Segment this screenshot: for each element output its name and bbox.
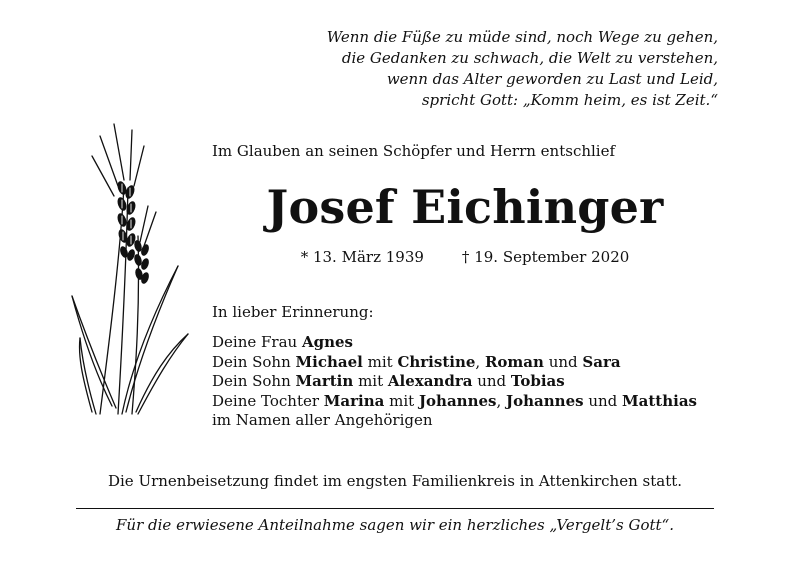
family-member-name: Agnes <box>301 333 353 351</box>
family-member-name: Johannes <box>506 391 584 410</box>
relation-text: Deine Tochter <box>212 391 324 410</box>
memory-label: In lieber Erinnerung: <box>212 303 374 321</box>
family-list <box>212 333 697 431</box>
family-member-name: Matthias <box>622 391 697 410</box>
connector-text: mit <box>384 391 419 410</box>
connector-text: und <box>543 352 583 371</box>
poem <box>158 27 718 111</box>
divider <box>76 508 714 509</box>
wheat-icon <box>52 116 202 416</box>
connector-text: und <box>583 391 623 410</box>
connector-text: und <box>472 372 511 390</box>
family-member-name: Roman <box>484 352 544 371</box>
poem-line: die Gedanken zu schwach, die Welt zu verstehen, <box>341 49 718 67</box>
connector-text: , <box>475 352 485 371</box>
relation-text: Dein Sohn <box>212 372 296 390</box>
family-line <box>212 372 697 392</box>
connector-text: mit <box>362 352 398 371</box>
deceased-name: Josef Eichinger <box>266 180 664 234</box>
family-line <box>212 353 697 373</box>
connector-text: mit <box>353 372 388 390</box>
relation-text: Dein Sohn <box>212 352 296 371</box>
family-member-name: Johannes <box>418 391 497 410</box>
intro-text: Im Glauben an seinen Schöpfer und Herrn entschlief <box>212 142 616 160</box>
family-member-name: Marina <box>323 391 385 410</box>
poem-line: spricht Gott: „Komm heim, es ist Zeit.“ <box>421 91 718 109</box>
family-line <box>212 333 697 353</box>
connector-text: , <box>496 391 507 410</box>
thanks-text: Für die erwiesene Anteilnahme sagen wir ein herzliches „Vergelt’s Gott“. <box>116 516 674 534</box>
family-member-name: Sara <box>582 352 621 371</box>
poem-line: Wenn die Füße zu müde sind, noch Wege zu gehen, <box>326 28 718 46</box>
family-member-name: Christine <box>397 352 476 371</box>
family-member-name: Alexandra <box>387 372 473 390</box>
family-member-name: Michael <box>295 352 363 371</box>
relation-text: Deine Frau <box>212 333 302 351</box>
family-line <box>212 392 697 412</box>
family-member-name: Tobias <box>510 372 565 390</box>
death-date: † 19. September 2020 <box>461 248 630 266</box>
life-dates <box>212 247 718 267</box>
birth-date: * 13. März 1939 <box>300 248 424 266</box>
family-line: im Namen aller Angehörigen <box>212 411 433 429</box>
burial-notice: Die Urnenbeisetzung findet im engsten Familienkreis in Attenkirchen statt. <box>107 472 683 490</box>
poem-line: wenn das Alter geworden zu Last und Leid, <box>386 70 718 88</box>
family-member-name: Martin <box>295 372 354 390</box>
